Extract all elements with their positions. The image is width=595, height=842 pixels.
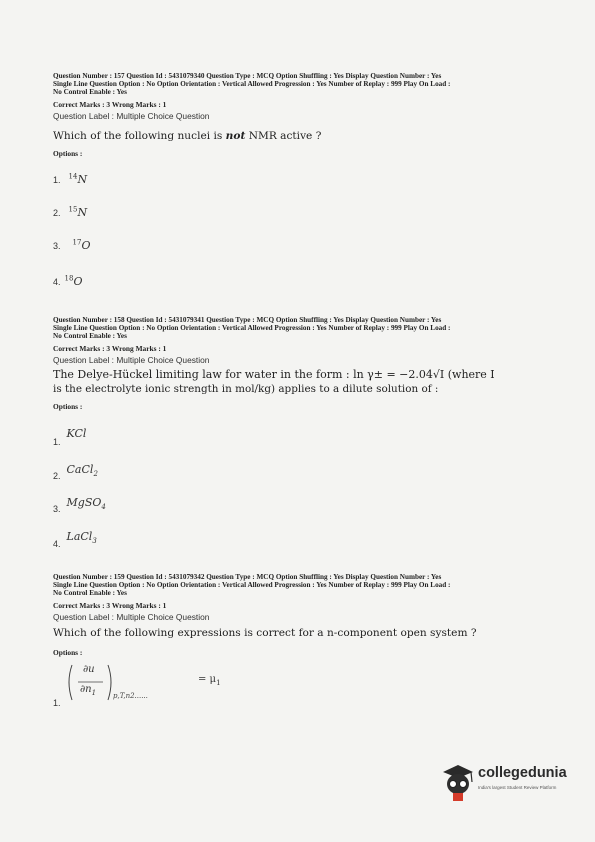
formula-denominator: $\partial n_1$: [80, 684, 97, 697]
question-157: [53, 72, 553, 158]
question-label: Question Label : Multiple Choice Question: [53, 611, 210, 622]
marks-line: Correct Marks : 3 Wrong Marks : 1: [53, 600, 167, 610]
options-label: Options :: [53, 647, 83, 657]
formula-rhs: = $\mu_1$: [198, 674, 221, 687]
option-4[interactable]: 4. $^{18}$O: [53, 274, 83, 288]
question-label: Question Label : Multiple Choice Question: [53, 354, 210, 365]
marks-line: Correct Marks : 3 Wrong Marks : 1: [53, 343, 167, 353]
question-text: Which of the following expressions is correct for a n-component open system ?: [53, 626, 477, 639]
question-159: [53, 573, 553, 657]
brand-tagline: India's largest Student Review Platform: [478, 785, 557, 790]
option-1[interactable]: $_{1.}$KCl: [53, 427, 87, 447]
option-3[interactable]: 3. $^{17}$O: [53, 238, 91, 252]
option-2[interactable]: 2. $^{15}$N: [53, 205, 88, 219]
option-3[interactable]: $_{3.}$ MgSO$_4$: [53, 496, 106, 514]
question-text: Which of the following nuclei is not NMR active ?: [53, 129, 322, 142]
question-158: [53, 316, 553, 411]
option-2[interactable]: $_{2.}$ CaCl$_2$: [53, 463, 98, 481]
collegedunia-logo: [440, 762, 580, 802]
marks-line: Correct Marks : 3 Wrong Marks : 1: [53, 99, 167, 109]
option-1[interactable]: 1. $^{14}$N: [53, 172, 88, 186]
formula-numerator: ∂u: [83, 664, 95, 675]
question-meta: Question Number : 158 Question Id : 5431079341 Question Type : MCQ Option Shuffling : Yes Display Question Number : Yes Single Line Question Option : No Option Orientation : Vertical Allowed Progression : Yes Number of Replay : 999 Play On Load : No Control Enable : Yes: [53, 316, 451, 341]
brand-name: collegedunia: [478, 765, 567, 781]
option-number: 1.: [53, 698, 61, 708]
formula-subscript: p,T,n2......: [113, 692, 148, 700]
question-label: Question Label : Multiple Choice Question: [53, 110, 210, 121]
options-label: Options :: [53, 148, 83, 158]
question-meta: Question Number : 159 Question Id : 5431079342 Question Type : MCQ Option Shuffling : Yes Display Question Number : Yes Single Line Question Option : No Option Orientation : Vertical Allowed Progression : Yes Number of Replay : 999 Play On Load : No Control Enable : Yes: [53, 573, 451, 598]
question-text: The Delye-Hückel limiting law for water in the form : ln γ± = −2.04√I (where I is the electrolyte ionic strength in mol/kg) applies to a dilute solution of :: [53, 367, 495, 395]
option-4[interactable]: $_{4.}$LaCl$_3$: [53, 530, 97, 549]
option-1[interactable]: [53, 662, 253, 712]
options-label: Options :: [53, 401, 83, 411]
graduate-mascot-icon: [440, 762, 476, 802]
question-meta: Question Number : 157 Question Id : 5431079340 Question Type : MCQ Option Shuffling : Yes Display Question Number : Yes Single Line Question Option : No Option Orientation : Vertical Allowed Progression : Yes Number of Replay : 999 Play On Load : No Control Enable : Yes: [53, 72, 451, 97]
